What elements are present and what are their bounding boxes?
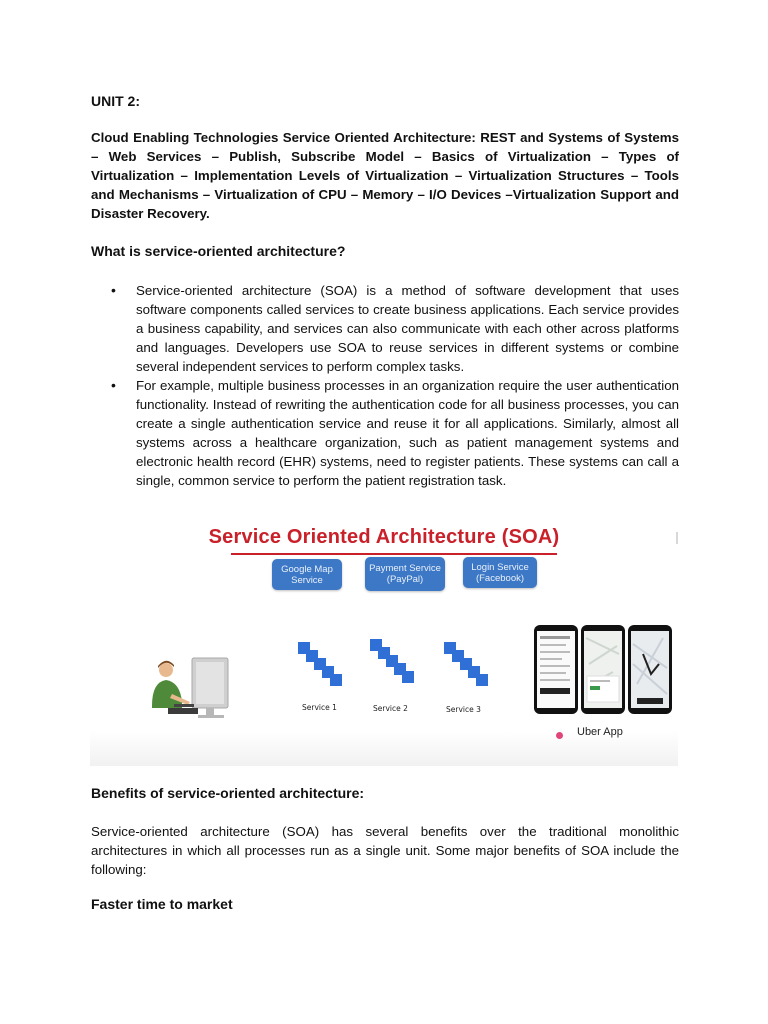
google-map-service-box: Google Map Service [272, 559, 342, 590]
list-item [91, 281, 679, 376]
figure-title-underline [231, 553, 557, 555]
bullet-text: For example, multiple business processes in an organization require the user authentication functionality. Instead of rewriting the authentication code for all business processes, you can create a single authentication service and reuse it for all applications. Similarly, almost all systems across a healthcare organization, such as patient management systems and electronic health record (EHR) systems, need to register patients. These systems can call a single, common service to perform the patient registration task. [136, 378, 679, 488]
service-1-stack-icon [296, 640, 348, 694]
service-3-label: Service 3 [446, 705, 481, 714]
login-service-box: Login Service (Facebook) [463, 557, 537, 588]
uber-bullet-dot [556, 732, 563, 739]
payment-service-box: Payment Service (PayPal) [365, 557, 445, 591]
bullet-icon: • [111, 377, 116, 393]
figure-title: Service Oriented Architecture (SOA) [208, 526, 560, 548]
syllabus-topics: Cloud Enabling Technologies Service Oriented Architecture: REST and Systems of Systems – Web Services – Publish, Subscribe Model – Basics of Virtualization – Types of Virtualization – Implementation Levels of Virtualization – Virtualization Structures – Tools and Mechanisms – Virtualization of CPU – Memory – I/O Devices –Virtualization Support and Disaster Recovery. [91, 130, 679, 221]
bullet-text: Service-oriented architecture (SOA) is a method of software development that uses software components called services to create business applications. Each service provides a business capability, and services can also communicate with each other across platforms and languages. Developers use SOA to reuse services in different systems or combine several independent services to perform complex tasks. [136, 283, 679, 374]
subheading-faster-time-to-market: Faster time to market [91, 896, 233, 912]
bullet-icon: • [111, 282, 116, 298]
service-1-label: Service 1 [302, 703, 337, 712]
section-heading-benefits: Benefits of service-oriented architecture: [91, 785, 365, 801]
uber-app-phones-icon [533, 624, 673, 716]
uber-app-label: Uber App [577, 726, 623, 738]
benefits-paragraph: Service-oriented architecture (SOA) has several benefits over the traditional monolithic architectures in which all processes run as a single unit. Some major benefits of SOA include the following: [91, 824, 679, 877]
service-2-label: Service 2 [373, 704, 408, 713]
service-2-stack-icon [368, 637, 420, 691]
section-heading-what-is-soa: What is service-oriented architecture? [91, 243, 346, 259]
unit-heading: UNIT 2: [91, 93, 140, 109]
service-3-stack-icon [442, 640, 494, 694]
soa-diagram-figure [90, 520, 678, 766]
user-at-computer-icon [144, 652, 240, 722]
soa-bullet-list [91, 281, 679, 490]
list-item [91, 376, 679, 490]
